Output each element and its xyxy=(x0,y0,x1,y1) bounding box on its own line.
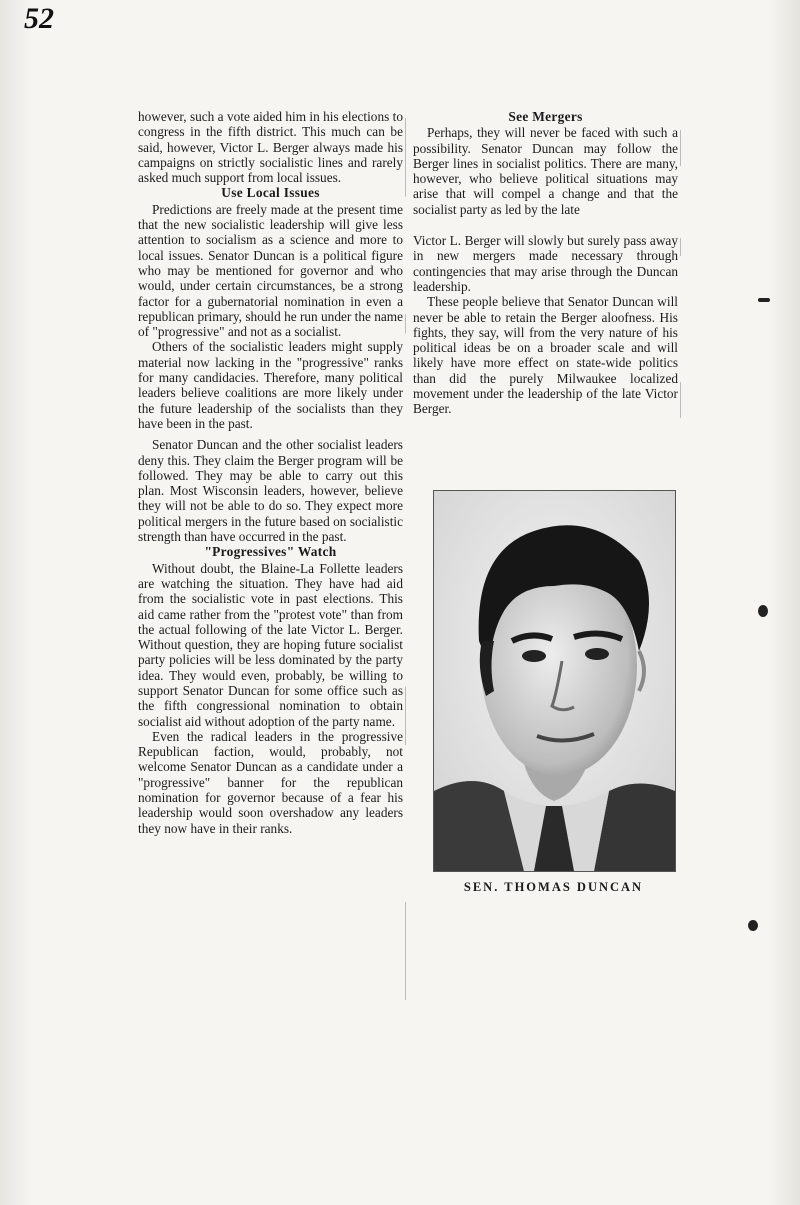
margin-mark xyxy=(758,298,770,302)
right-column xyxy=(413,109,678,417)
subhead-use-local-issues: Use Local Issues xyxy=(221,185,320,201)
paragraph: Senator Duncan and the other socialist leaders deny this. They claim the Berger program will be followed. They may be able to carry out this plan. Most Wisconsin leaders, however, believe they will not be able to do so. They expect more political mergers in the future based on socialistic strength than have occurred in the past. xyxy=(138,437,403,545)
page-number: 52 xyxy=(24,2,54,35)
left-column xyxy=(138,109,403,836)
paragraph: Perhaps, they will never be faced with such a possibility. Senator Duncan may follow the Berger lines in socialist politics. There are many, however, who believe political situations may arise that will compel a change and that the socialist party as led by the late xyxy=(413,125,678,217)
paragraph: Even the radical leaders in the progressive Republican faction, would, probably, not welcome Senator Duncan as a candidate under a "progressive" banner for the republican nomination for governor because of a fear his leadership would soon overshadow any leaders they now have in their ranks. xyxy=(138,728,403,836)
photo-caption: SEN. THOMAS DUNCAN xyxy=(463,880,644,894)
column-rule xyxy=(680,130,681,490)
paragraph-continued: Victor L. Berger will slowly but surely pass away in new mergers made necessary through contingencies that may arise through the Duncan leadership. xyxy=(413,233,678,294)
margin-mark xyxy=(758,605,768,617)
column-rule xyxy=(405,118,406,1098)
paragraph: These people believe that Senator Duncan will never be able to retain the Berger aloofness. His fights, they say, will from the very nature of his political ideas be on a broader scale and will likely have more effect on state-wide politics than did the purely Milwaukee localized movement under the leadership of the late Victor Berger. xyxy=(413,294,678,417)
paragraph: Without doubt, the Blaine-La Follette leaders are watching the situation. They have had aid from the socialistic vote in past elections. This aid came rather from the "protest vote" than from the actual following of the late Victor L. Berger. Without question, they are hoping future socialist party policies will be less dominated by the party idea. They would even, probably, be willing to support Senator Duncan for some office such as the fifth congressional nomination to obtain socialist aid without adoption of the party name. xyxy=(138,560,403,729)
intro-paragraph: however, such a vote aided him in his elections to congress in the fifth district. This much can be said, however, Victor L. Berger always made his campaigns on strictly socialistic lines and rarely asked much support from local issues. xyxy=(138,109,403,186)
subhead-progressives-watch: "Progressives" Watch xyxy=(204,544,337,560)
subhead-see-mergers: See Mergers xyxy=(508,109,583,124)
portrait-photo xyxy=(433,490,676,872)
paragraph: Predictions are freely made at the present time that the new socialistic leadership will give less attention to socialism as a science and more to local issues. Senator Duncan is a political figure who may be mentioned for governor and who would, under certain circumstances, be a strong factor for a gubernatorial nomination in even a republican primary, should he run under the name of "progressive" and not as a socialist. xyxy=(138,201,403,340)
paragraph: Others of the socialistic leaders might supply material now lacking in the "progressive" ranks for many candidacies. Therefore, many political leaders believe coalitions are more likely under the future leadership of the socialists than they have been in the past. xyxy=(138,339,403,431)
margin-mark xyxy=(748,920,758,931)
portrait-illustration xyxy=(434,491,675,871)
